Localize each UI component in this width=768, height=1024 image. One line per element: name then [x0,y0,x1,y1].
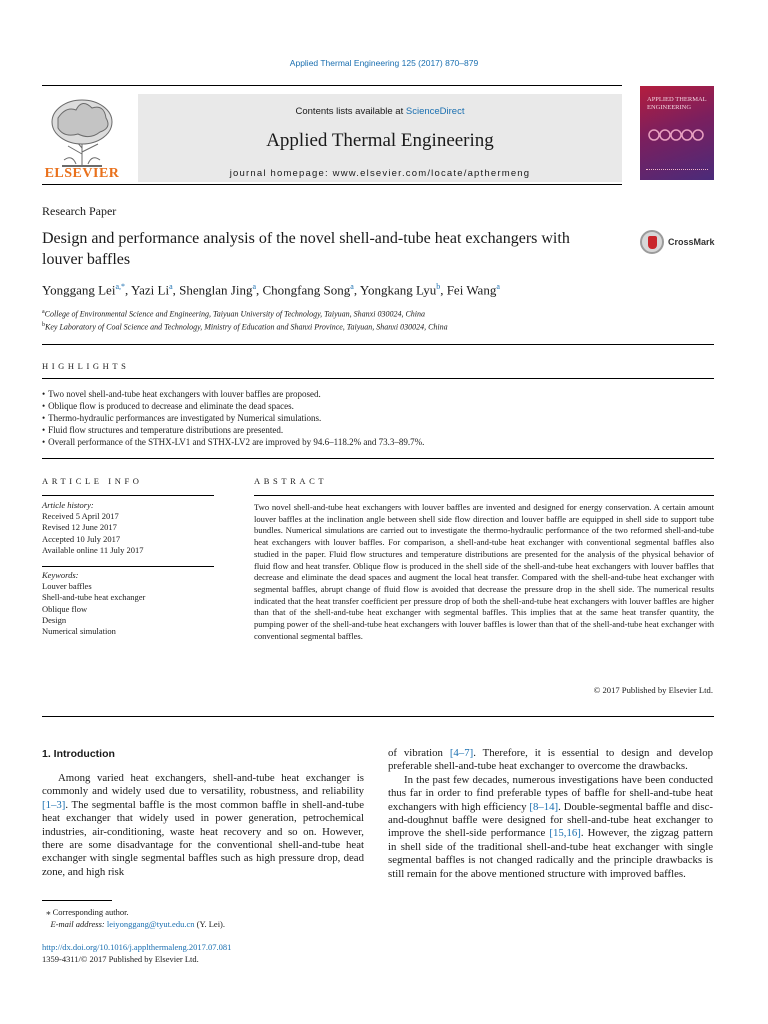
author[interactable]: Chongfang Song [262,282,351,298]
paragraph-text: . The segmental baffle is the most common baffle in shell-and-tube heat exchanger that widely used in power generation, petrochemical industries, air-conditioning, waste heat recovery and so on. However, there are some disadvantage for the conventional shell-and-tube heat exchanger with single segmental baffles such as high pressure drop, dead zone, and high risk [42,798,364,878]
keyword[interactable]: Numerical simulation [42,626,116,637]
body-left-column [42,772,364,879]
crossmark-button[interactable] [640,230,720,256]
paragraph-text: Among varied heat exchangers, shell-and-tube heat exchanger is commonly and widely used due to versatility, robustness, and reliability [42,772,364,798]
highlights-rule [42,378,714,379]
highlights-list [42,388,714,448]
header-bottom-rule [42,184,622,185]
paragraph [388,747,713,774]
sciencedirect-link[interactable]: ScienceDirect [405,106,465,117]
article-history-label: Article history: [42,500,94,510]
highlights-top-rule [42,344,714,345]
paragraph-text: In the past few decades, numerous investigations have been conducted thus far in order to find preferable types of baffle for shell-and-tube heat exchangers with high efficiency [388,773,713,813]
article-info-heading: ARTICLE INFO [42,476,143,486]
journal-banner [138,94,622,182]
reference-link[interactable]: [15,16] [549,827,581,840]
author-affiliation-marker[interactable]: a [252,282,257,291]
email-link[interactable]: leiyonggang@tyut.edu.cn [106,919,195,929]
journal-header [42,84,714,184]
abstract-heading: ABSTRACT [254,476,328,486]
affiliation-key: b [42,322,45,329]
footnote-rule [42,900,112,901]
article-type: Research Paper [42,204,117,218]
reference-link[interactable]: [1–3] [42,798,66,811]
crossmark-icon [640,230,664,254]
paragraph-text: . Therefore, it is essential to design and develop preferable shell-and-tube heat exchanger to overcome the drawbacks. [388,747,714,773]
keyword[interactable]: Shell-and-tube heat exchanger [42,592,146,603]
affiliation-key: a [42,309,45,315]
author-affiliation-marker[interactable]: b [436,282,441,291]
history-received: Received 5 April 2017 [42,511,119,522]
author-affiliation-marker[interactable]: a [496,282,500,291]
corresponding-author-note: ⁎ Corresponding author. [42,907,129,917]
highlights-bottom-rule [42,458,714,459]
author-affiliation-marker[interactable]: a,* [115,282,125,291]
affiliation-b [42,320,448,333]
keywords-rule [42,566,214,567]
affiliation-text: Key Laboratory of Coal Science and Technology, Ministry of Education and Shanxi Province, Taiyuan, Shanxi 030024, China [45,322,448,332]
author[interactable]: Yazi Li [131,282,170,298]
reference-link[interactable]: [4–7] [449,747,474,759]
paragraph-text: . However, the zigzag pattern in shell side of the traditional shell-and-tube heat exchanger with single segmental baffles is not changed radically and the principle drawbacks is still remain for the above mentioned structure with improved baffles. [388,827,713,880]
abstract-rule [254,495,714,496]
list-item: • Two novel shell-and-tube heat exchangers with louver baffles are proposed. [42,388,714,400]
author-list: Yonggang Lei$^{a,*}$, Yazi Li$^a$, Shenglan Jing$^a$, Chongfang Song$^a$, Yongkang Lyu$^b$, Fei Wang$^a$ [42,282,500,298]
author-affiliation-marker[interactable]: a [169,282,173,291]
contents-prefix: Contents lists available at [295,106,406,117]
reference-link[interactable]: [8–14] [529,800,559,813]
footnote [42,906,372,930]
list-item: • Thermo-hydraulic performances are investigated by Numerical simulations. [42,412,714,424]
keywords [42,570,214,637]
body-right-column [388,747,713,881]
doi-block [42,942,231,965]
abstract-text: Two novel shell-and-tube heat exchangers with louver baffles are invented and designed for energy conservation. A certain amount louver baffles at the inclination angle between shell side flow direction and louver baffle are equipped in shell side to support tube bundles. Numerical simulations are carried out to investigate the thermo-hydraulic performance of the two reformed shell-and-tube heat exchangers with louver baffles. For comparison, a shell-and-tube heat exchanger with conventional segmental baffles also studied in the paper. Fluid flow structures and temperature distributions are presented for the analysis of the physical behavior of fluid flow and heat transfer. Oblique flow is produced in the shell side of the shell-and-tube heat exchangers with louver baffles that decrease and eliminate the dead spaces and augment the local heat transfer. Compared with the shell-and-tube heat exchanger with segmental baffles, abrupt change of fluid flow is avoided that decrease the pressure drop in the shell side. The numerical results indicated that the heat transfer coefficient per pressure drop of both the shell-and-tube heat exchangers with louver baffles are higher than that of the shell-and-tube heat exchanger with segmental baffles. This implies that at the same heat transfer quantity, the pumping power of the shell-and-tube heat exchangers with louver baffles is lower than that of the shell-and-tube heat exchanger with conventional segmental baffles. [254,502,714,641]
contents-line [138,106,622,117]
front-matter-rule [42,716,714,717]
journal-citation[interactable]: Applied Thermal Engineering 125 (2017) 870–879 [289,58,479,68]
affiliation-a [42,307,448,320]
elsevier-wordmark: ELSEVIER [44,166,120,181]
list-item: • Oblique flow is produced to decrease and eliminate the dead spaces. [42,400,714,412]
cover-footer [646,169,708,172]
doi-link[interactable]: http://dx.doi.org/10.1016/j.applthermaleng.2017.07.081 [42,942,232,952]
keywords-label: Keywords: [42,570,79,580]
cover-title: APPLIED THERMAL ENGINEERING [647,96,707,111]
author[interactable]: Yonggang Lei [42,282,116,298]
article-info-rule [42,495,214,496]
article-history [42,500,214,556]
abstract-copyright: © 2017 Published by Elsevier Ltd. [593,685,713,695]
paragraph [388,774,713,881]
highlights-heading: HIGHLIGHTS [42,361,130,371]
author[interactable]: Yongkang Lyu [359,282,437,298]
affiliations [42,307,448,333]
journal-title: Applied Thermal Engineering [266,130,494,151]
author-affiliation-marker[interactable]: a [350,282,354,291]
paragraph-text: . Double-segmental baffle and disc-and-doughnut baffle were designed for shell-and-tube heat exchanger to improve the shell-side performance [388,800,713,840]
history-online: Available online 11 July 2017 [42,544,144,555]
author[interactable]: Fei Wang [446,282,497,298]
section-heading: 1. Introduction [42,748,115,760]
corresponding-author-text: Corresponding author. [52,907,129,917]
list-item: • Overall performance of the STHX-LV1 and STHX-LV2 are improved by 94.6–118.2% and 73.3–89.7%. [42,436,714,448]
keyword[interactable]: Louver baffles [42,581,92,592]
journal-cover [640,86,714,180]
crossmark-label: CrossMark [668,237,715,247]
list-item: • Fluid flow structures and temperature distributions are presented. [42,424,714,436]
keyword[interactable]: Oblique flow [42,603,88,614]
issn-line: 1359-4311/© 2017 Published by Elsevier Ltd. [42,953,199,964]
email-note [42,918,372,930]
journal-homepage[interactable]: journal homepage: www.elsevier.com/locate/apthermeng [229,168,531,179]
history-revised: Revised 12 June 2017 [42,522,117,533]
email-suffix: (Y. Lei). [194,919,226,929]
author[interactable]: Shenglan Jing [179,282,253,298]
article-title: Design and performance analysis of the novel shell-and-tube heat exchangers with louver baffles [42,230,570,268]
paragraph [42,772,364,879]
cover-graphic [646,128,708,142]
paragraph-text: of vibration [388,747,450,759]
keyword[interactable]: Design [42,614,67,625]
affiliation-text: College of Environmental Science and Engineering, Taiyuan University of Technology, Taiyuan, Shanxi 030024, China [44,309,426,319]
history-accepted: Accepted 10 July 2017 [42,533,121,544]
email-label: E-mail address: [50,919,107,929]
